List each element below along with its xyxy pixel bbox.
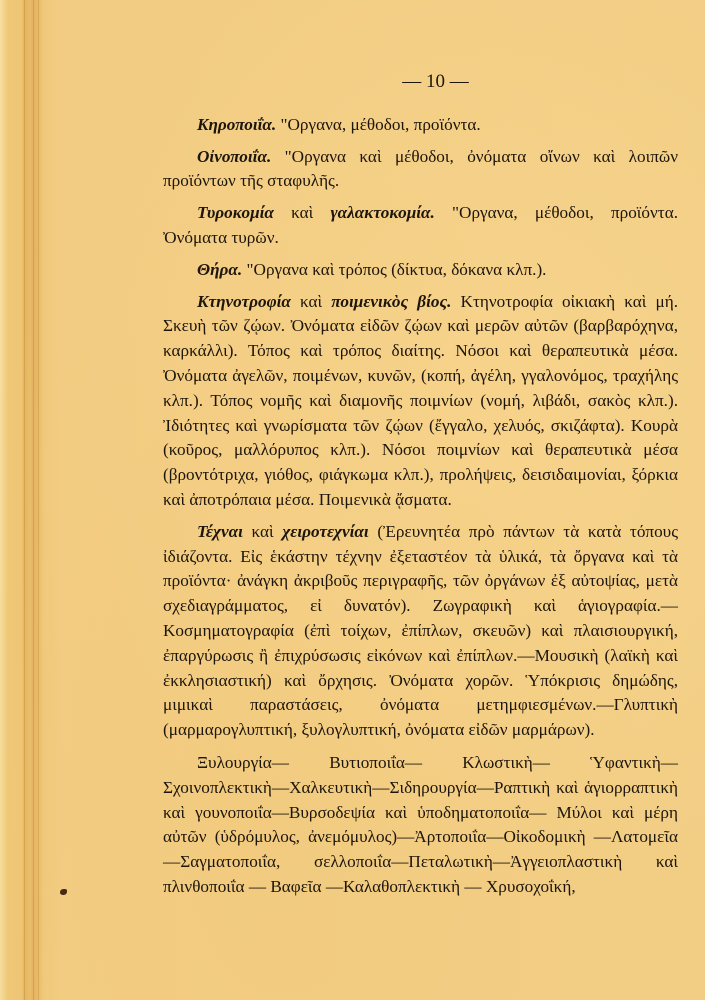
binding-line xyxy=(38,0,39,1000)
paragraph-thira xyxy=(163,258,678,283)
page-number: — 10 — xyxy=(402,71,469,92)
section-heading: Τυροκομία xyxy=(197,203,274,223)
paragraph-crafts-list xyxy=(163,751,678,900)
section-heading: Θήρα. xyxy=(197,259,243,279)
binding-line xyxy=(24,0,25,1000)
paragraph-text: Κτηνοτροφία οἰκιακὴ καὶ μή. Σκευὴ τῶν ζῴων. Ὀνόματα εἰδῶν ζῴων καὶ μερῶν αὐτῶν (βαρβαρόχηνα, καρκάλλι). Τόπος καὶ τρόπος διαίτης. Νόσοι καὶ θεραπευτικὰ μέσα. Ὀνόματα ἀγελῶν, ποιμένων, κυνῶν, (κοπή, ἀγέλη, γγαλονόμος, τραχήλης κλπ.). Τόπος νομῆς καὶ διαμονῆς ποιμνίων (νομή, λιβάδι, σακὸς κλπ.). Ἰδιότητες καὶ γνωρίσματα τῶν ζῴων (ἔγγαλο, χελυός, σκιζάφτα). Κουρὰ (κοῦρος, μαλλόρυπος κλπ.). Νόσοι ποιμνίων καὶ θεραπευτικὰ μέσα (βροντότριχα, γιόθος, φιάγκωμα κλπ.), προλήψεις, δεισιδαιμονίαι, ξόρκια καὶ ἀποτρόπαια μέσα. Ποιμενικὰ ᾄσματα. xyxy=(163,291,678,509)
paragraph-oinopoiia xyxy=(163,145,678,195)
paragraph-text: "Οργανα καὶ τρόπος (δίκτυα, δόκανα κλπ.). xyxy=(242,259,547,279)
section-heading: Κτηνοτροφία xyxy=(197,291,291,311)
paragraph-text: (Ἐρευνητέα πρὸ πάντων τὰ κατὰ τόπους ἰδιάζοντα. Εἰς ἑκάστην τέχνην ἐξεταστέον τὰ ὑλικά, τὰ ὄργανα καὶ τὰ προϊόντα· ἀνάγκη ἀκριβοῦς περιγραφῆς, τῶν ὀργάνων ἐξ αὐτοψίας, μετὰ σχεδιαγράμματος, εἰ δυνατόν). Ζωγραφικὴ καὶ ἁγιογραφία.—Κοσμηματογραφία (ἐπὶ τοίχων, ἐπίπλων, σκευῶν) καὶ πλαισιουργική, ἐπαργύρωσις ἢ ἐπιχρύσωσις εἰκόνων καὶ ἐπίπλων.—Μουσικὴ (λαϊκὴ καὶ ἐκκλησιαστική) καὶ ὄρχησις. Ὀνόματα χορῶν. Ὑπόκρισις δημώδης, μιμικαὶ παραστάσεις, ὀνόματα μετημφιεσμένων.—Γλυπτικὴ (μαρμαρογλυπτική, ξυλογλυπτική, ὀνόματα εἰδῶν μαρμάρων). xyxy=(163,521,679,740)
section-heading: Τέχναι xyxy=(197,521,243,541)
paragraph-text: Ξυλουργία— Βυτιοποιΐα— Κλωστικὴ— Ὑφαντικὴ— Σχοινοπλεκτικὴ—Χαλκευτικὴ—Σιδηρουργία—Ραπτικὴ καὶ ἁγιορραπτικὴ καὶ γουνοποιΐα—Βυρσοδεψία καὶ ὑποδηματοποιΐα— Μύλοι καὶ μέρη αὐτῶν (ὑδρόμυλος, ἀνεμόμυλος)—Ἀρτοποιΐα—Οἰκοδομικὴ —Λατομεῖα—Σαγματοποιΐα, σελλοποιΐα—Πεταλωτικὴ—Ἀγγειοπλαστικὴ καὶ πλινθοποιΐα — Βαφεῖα —Καλαθοπλεκτικὴ — Χρυσοχοΐκή, xyxy=(163,752,678,896)
conjunction: καὶ xyxy=(273,203,331,223)
section-heading-secondary: ποιμενικὸς βίος. xyxy=(331,291,452,311)
section-heading-secondary: χειροτεχνίαι xyxy=(282,521,369,541)
paragraph-text: "Οργανα, μέθοδοι, προϊόντα. Ὀνόματα τυρῶν. xyxy=(163,203,678,247)
ink-spot xyxy=(60,889,67,895)
paragraph-kiropoiia xyxy=(163,113,678,138)
paragraph-text: "Οργανα, μέθοδοι, προϊόντα. xyxy=(276,114,481,134)
conjunction: καὶ xyxy=(290,291,332,311)
binding-line xyxy=(33,0,34,1000)
paragraph-text: "Οργανα καὶ μέθοδοι, ὀνόματα οἴνων καὶ λοιπῶν προϊόντων τῆς σταφυλῆς. xyxy=(163,146,678,191)
document-body xyxy=(163,70,678,906)
section-heading-secondary: γαλακτοκομία. xyxy=(330,203,435,223)
conjunction: καὶ xyxy=(242,521,283,541)
section-heading: Κηροποιΐα. xyxy=(197,114,277,134)
paragraph-technai xyxy=(163,520,678,743)
paragraph-tyrokomia xyxy=(163,201,678,251)
section-heading: Οἰνοποιΐα. xyxy=(197,146,272,166)
paragraph-ktinotrofia xyxy=(163,290,678,513)
